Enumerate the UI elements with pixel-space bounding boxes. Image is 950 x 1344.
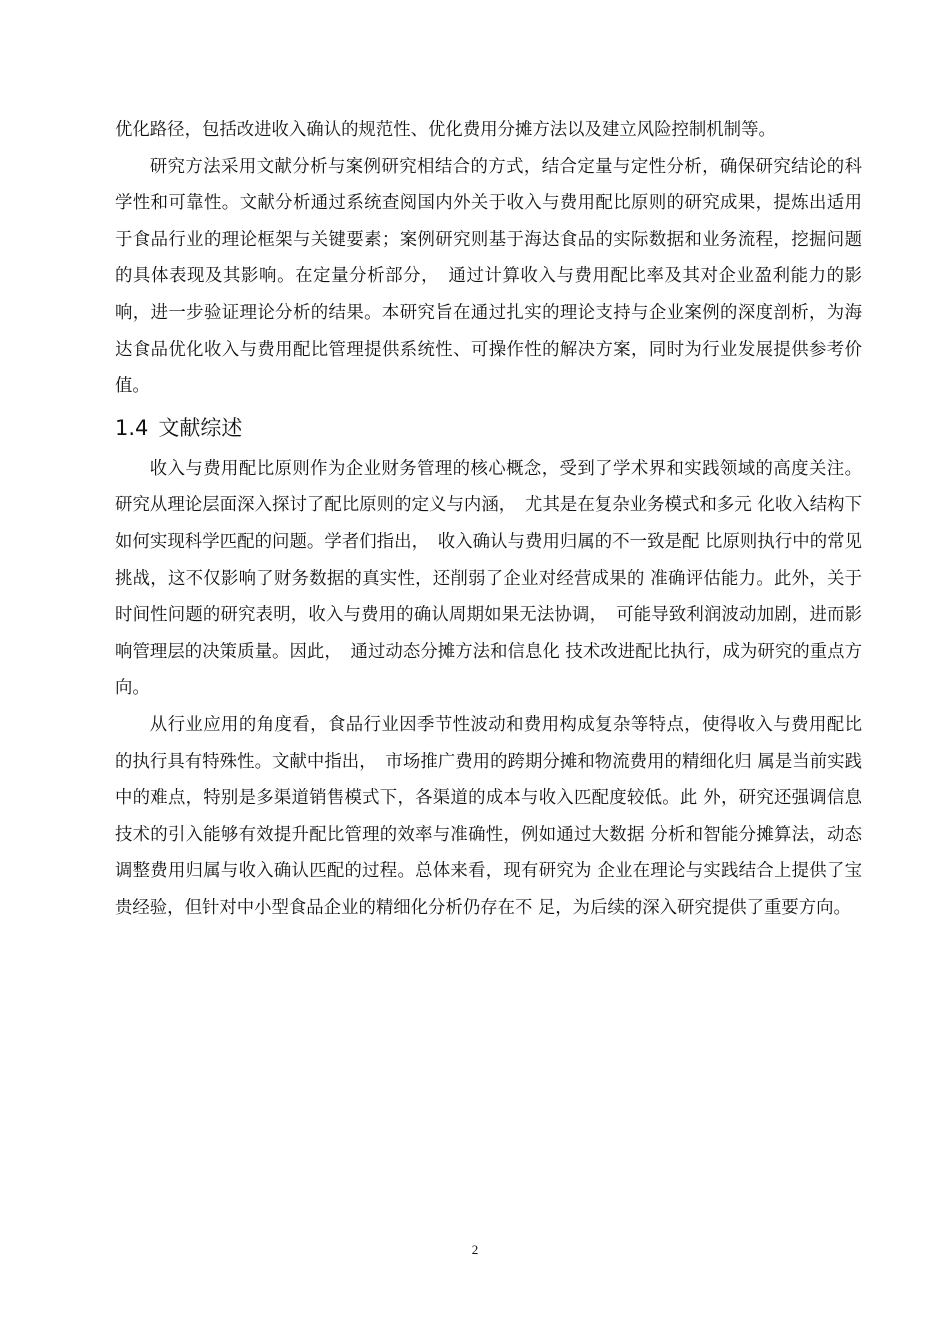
section-title: 文献综述 — [158, 415, 243, 440]
paragraph-literature-theory: 收入与费用配比原则作为企业财务管理的核心概念，受到了学术界和实践领域的高度关注。研究从理论层面深入探讨了配比原则的定义与内涵， 尤其是在复杂业务模式和多元 化收入结构下如何实现科学匹配的问题。学者们指出， 收入确认与费用归属的不一致是配 比原则执行中的常见挑战，这不仅影响了财务数据的真实性，还削弱了企业对经营成果的 准确评估能力。此外，关于时间性问题的研究表明，收入与费用的确认周期如果无法协调， 可能导致利润波动加剧，进而影响管理层的决策质量。因此， 通过动态分摊方法和信息化 技术改进配比执行，成为研究的重点方向。 — [115, 458, 862, 699]
paragraph-research-method: 研究方法采用文献分析与案例研究相结合的方式，结合定量与定性分析，确保研究结论的科学性和可靠性。文献分析通过系统查阅国内外关于收入与费用配比原则的研究成果，提炼出适用于食品行业的理论框架与关键要素；案例研究则基于海达食品的实际数据和业务流程，挖掘问题的具体表现及其影响。在定量分析部分， 通过计算收入与费用配比率及其对企业盈利能力的影响，进一步验证理论分析的结果。本研究旨在通过扎实的理论支持与企业案例的深度剖析，为海达食品优化收入与费用配比管理提供系统性、可操作性的解决方案，同时为行业发展提供参考价值。 — [115, 156, 862, 397]
paragraph-literature-industry: 从行业应用的角度看，食品行业因季节性波动和费用构成复杂等特点，使得收入与费用配比的执行具有特殊性。文献中指出， 市场推广费用的跨期分摊和物流费用的精细化归 属是当前实践中的难点，特别是多渠道销售模式下，各渠道的成本与收入匹配度较低。此 外，研究还强调信息技术的引入能够有效提升配比管理的效率与准确性，例如通过大数据 分析和智能分摊算法，动态调整费用归属与收入确认匹配的过程。总体来看，现有研究为 企业在理论与实践结合上提供了宝贵经验，但针对中小型食品企业的精细化分析仍存在不 足，为后续的深入研究提供了重要方向。 — [115, 714, 862, 918]
page-number: 2 — [471, 1242, 479, 1257]
section-number: 1.4 — [115, 415, 149, 440]
page-body — [115, 112, 862, 926]
paragraph-continuation: 优化路径，包括改进收入确认的规范性、优化费用分摊方法以及建立风险控制机制等。 — [115, 120, 776, 140]
section-heading — [115, 405, 862, 451]
